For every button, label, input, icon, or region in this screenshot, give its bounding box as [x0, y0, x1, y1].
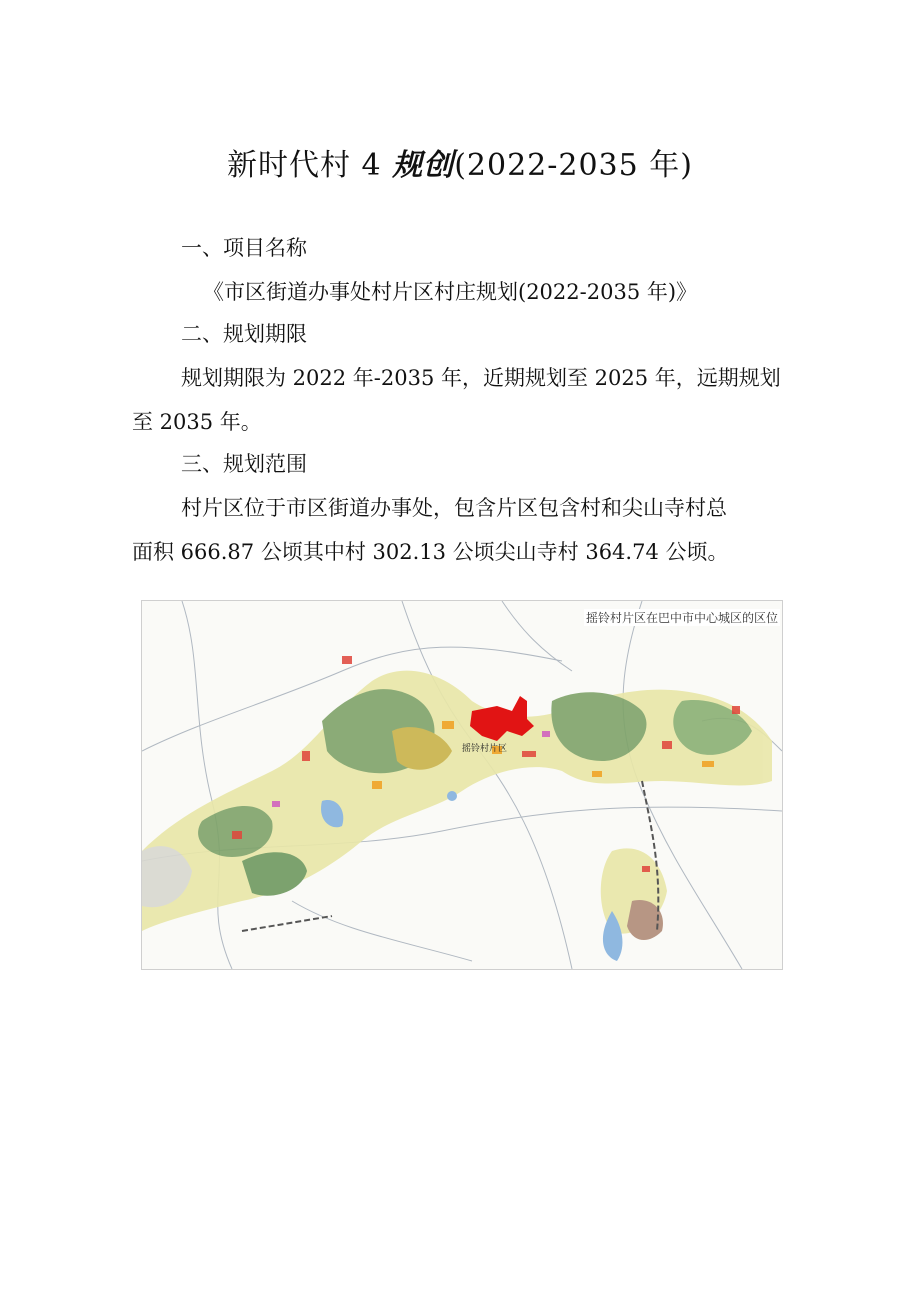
section-heading-planning-period: 二、规划期限 [181, 322, 307, 346]
location-map-graphic [142, 601, 782, 969]
map-caption: 摇铃村片区在巴中市中心城区的区位 [585, 611, 778, 625]
map-marker-label: 摇铃村片区 [462, 744, 508, 754]
planning-scope-line-1: 村片区位于市区街道办事处，包含片区包含村和尖山寺村总 [181, 496, 727, 520]
planning-period-line-2: 至 2035 年。 [132, 410, 262, 434]
title-suffix: (2022-2035 年) [454, 148, 693, 183]
location-map [141, 600, 783, 970]
section-heading-project-name: 一、项目名称 [181, 236, 307, 260]
project-name-text: 《市区街道办事处村片区村庄规划(2022-2035 年)》 [203, 280, 698, 304]
document-title [0, 140, 920, 184]
title-prefix: 新时代村 4 [227, 148, 393, 183]
section-heading-planning-scope: 三、规划范围 [181, 452, 307, 476]
title-styled-text: 规创 [392, 148, 455, 183]
planning-scope-line-2: 面积 666.87 公顷其中村 302.13 公顷尖山寺村 364.74 公顷。 [132, 540, 729, 564]
planning-period-line-1: 规划期限为 2022 年-2035 年，近期规划至 2025 年，远期规划 [181, 366, 781, 390]
